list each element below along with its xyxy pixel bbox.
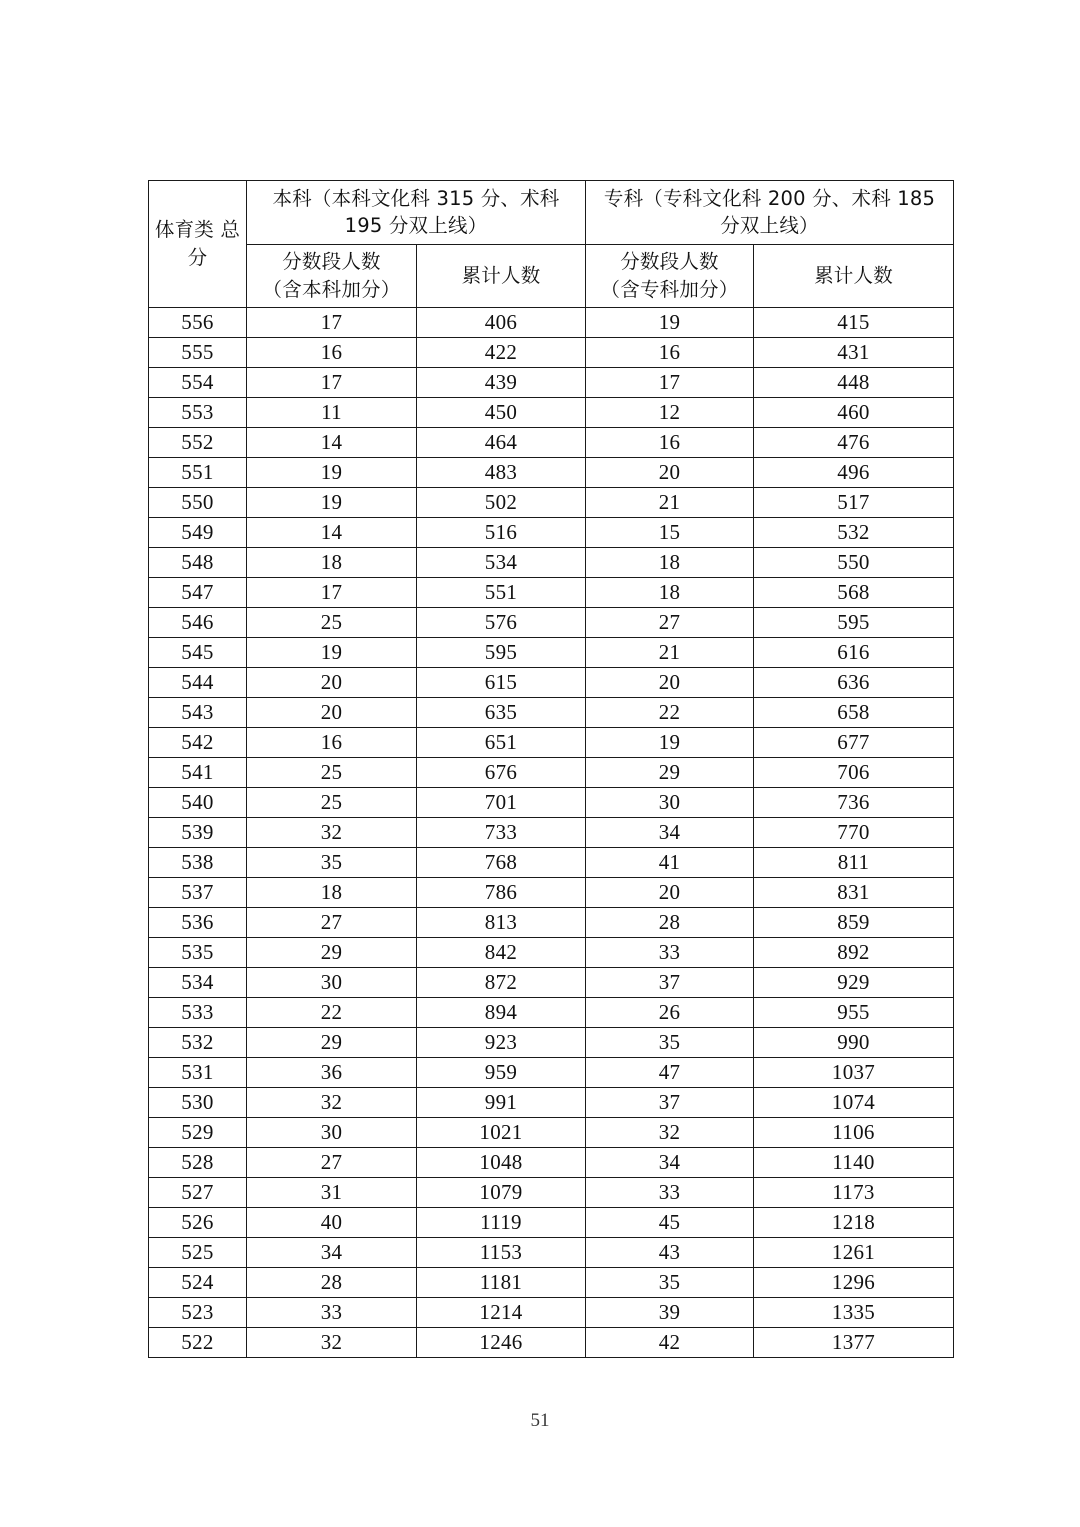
cell-zhuanke-cumulative-count: 892	[754, 938, 954, 968]
header-group-benke-line1: 本科（本科文化科 315 分、术科	[272, 186, 560, 210]
cell-total-score: 528	[149, 1148, 247, 1178]
cell-zhuanke-segment-count: 35	[586, 1028, 754, 1058]
cell-zhuanke-cumulative-count: 1335	[754, 1298, 954, 1328]
cell-total-score: 525	[149, 1238, 247, 1268]
cell-benke-cumulative-count: 923	[417, 1028, 586, 1058]
table-row	[149, 308, 954, 338]
table-row	[149, 1058, 954, 1088]
cell-zhuanke-segment-count: 18	[586, 548, 754, 578]
cell-zhuanke-cumulative-count: 990	[754, 1028, 954, 1058]
cell-zhuanke-segment-count: 22	[586, 698, 754, 728]
cell-benke-cumulative-count: 733	[417, 818, 586, 848]
cell-benke-segment-count: 34	[247, 1238, 417, 1268]
header-zhuanke-segment-count	[586, 244, 754, 308]
cell-zhuanke-cumulative-count: 636	[754, 668, 954, 698]
cell-benke-segment-count: 27	[247, 908, 417, 938]
cell-zhuanke-segment-count: 21	[586, 488, 754, 518]
cell-benke-cumulative-count: 813	[417, 908, 586, 938]
cell-zhuanke-segment-count: 33	[586, 938, 754, 968]
cell-zhuanke-segment-count: 42	[586, 1328, 754, 1358]
cell-total-score: 530	[149, 1088, 247, 1118]
cell-total-score: 534	[149, 968, 247, 998]
cell-benke-segment-count: 32	[247, 1088, 417, 1118]
cell-zhuanke-segment-count: 12	[586, 398, 754, 428]
cell-zhuanke-segment-count: 34	[586, 818, 754, 848]
cell-zhuanke-segment-count: 35	[586, 1268, 754, 1298]
cell-zhuanke-segment-count: 26	[586, 998, 754, 1028]
cell-benke-segment-count: 20	[247, 698, 417, 728]
cell-zhuanke-segment-count: 41	[586, 848, 754, 878]
cell-benke-segment-count: 19	[247, 458, 417, 488]
cell-total-score: 550	[149, 488, 247, 518]
cell-zhuanke-segment-count: 20	[586, 878, 754, 908]
cell-benke-segment-count: 30	[247, 968, 417, 998]
cell-benke-segment-count: 18	[247, 548, 417, 578]
cell-benke-cumulative-count: 676	[417, 758, 586, 788]
cell-benke-segment-count: 32	[247, 1328, 417, 1358]
cell-zhuanke-segment-count: 37	[586, 968, 754, 998]
cell-total-score: 556	[149, 308, 247, 338]
cell-total-score: 547	[149, 578, 247, 608]
cell-benke-cumulative-count: 842	[417, 938, 586, 968]
page-number: 51	[530, 1410, 550, 1431]
cell-benke-segment-count: 16	[247, 728, 417, 758]
table-body	[149, 308, 954, 1358]
header-benke-cumulative-count	[417, 244, 586, 308]
cell-total-score: 543	[149, 698, 247, 728]
cell-zhuanke-cumulative-count: 517	[754, 488, 954, 518]
cell-total-score: 551	[149, 458, 247, 488]
cell-benke-cumulative-count: 422	[417, 338, 586, 368]
header-group-benke-line2: 195 分双上线）	[344, 214, 488, 238]
cell-zhuanke-cumulative-count: 496	[754, 458, 954, 488]
cell-benke-cumulative-count: 1246	[417, 1328, 586, 1358]
cell-benke-segment-count: 14	[247, 518, 417, 548]
score-distribution-table-container	[148, 180, 953, 1358]
cell-benke-segment-count: 33	[247, 1298, 417, 1328]
header-zhuanke-segment-count-line2: （含专科加分）	[600, 277, 739, 301]
cell-zhuanke-segment-count: 37	[586, 1088, 754, 1118]
cell-benke-cumulative-count: 651	[417, 728, 586, 758]
score-distribution-table	[148, 180, 954, 1358]
header-zhuanke-cumulative-count-line1: 累计人数	[814, 263, 893, 287]
cell-benke-segment-count: 31	[247, 1178, 417, 1208]
cell-zhuanke-segment-count: 16	[586, 428, 754, 458]
cell-zhuanke-segment-count: 19	[586, 728, 754, 758]
cell-benke-segment-count: 14	[247, 428, 417, 458]
cell-benke-cumulative-count: 1214	[417, 1298, 586, 1328]
cell-total-score: 537	[149, 878, 247, 908]
table-row	[149, 1148, 954, 1178]
table-row	[149, 608, 954, 638]
cell-zhuanke-cumulative-count: 1218	[754, 1208, 954, 1238]
cell-benke-segment-count: 19	[247, 488, 417, 518]
cell-benke-cumulative-count: 576	[417, 608, 586, 638]
cell-benke-cumulative-count: 1153	[417, 1238, 586, 1268]
cell-total-score: 529	[149, 1118, 247, 1148]
cell-total-score: 553	[149, 398, 247, 428]
table-row	[149, 368, 954, 398]
header-row-sub	[149, 244, 954, 308]
cell-zhuanke-cumulative-count: 677	[754, 728, 954, 758]
cell-total-score: 527	[149, 1178, 247, 1208]
table-row	[149, 998, 954, 1028]
cell-benke-segment-count: 17	[247, 368, 417, 398]
header-benke-cumulative-count-line1: 累计人数	[461, 263, 541, 287]
cell-benke-cumulative-count: 551	[417, 578, 586, 608]
cell-total-score: 523	[149, 1298, 247, 1328]
cell-zhuanke-segment-count: 15	[586, 518, 754, 548]
cell-benke-segment-count: 17	[247, 308, 417, 338]
cell-zhuanke-cumulative-count: 568	[754, 578, 954, 608]
table-row	[149, 758, 954, 788]
cell-zhuanke-cumulative-count: 1261	[754, 1238, 954, 1268]
cell-total-score: 526	[149, 1208, 247, 1238]
cell-total-score: 539	[149, 818, 247, 848]
cell-zhuanke-cumulative-count: 658	[754, 698, 954, 728]
cell-zhuanke-cumulative-count: 859	[754, 908, 954, 938]
cell-benke-cumulative-count: 483	[417, 458, 586, 488]
header-row-group	[149, 181, 954, 245]
cell-total-score: 524	[149, 1268, 247, 1298]
table-row	[149, 698, 954, 728]
cell-zhuanke-segment-count: 18	[586, 578, 754, 608]
cell-benke-cumulative-count: 406	[417, 308, 586, 338]
table-row	[149, 398, 954, 428]
cell-total-score: 548	[149, 548, 247, 578]
cell-benke-cumulative-count: 1048	[417, 1148, 586, 1178]
cell-benke-cumulative-count: 450	[417, 398, 586, 428]
cell-zhuanke-segment-count: 32	[586, 1118, 754, 1148]
cell-benke-segment-count: 28	[247, 1268, 417, 1298]
cell-benke-cumulative-count: 635	[417, 698, 586, 728]
cell-benke-cumulative-count: 464	[417, 428, 586, 458]
cell-benke-segment-count: 17	[247, 578, 417, 608]
cell-total-score: 532	[149, 1028, 247, 1058]
cell-zhuanke-segment-count: 28	[586, 908, 754, 938]
cell-total-score: 545	[149, 638, 247, 668]
cell-benke-cumulative-count: 701	[417, 788, 586, 818]
table-row	[149, 1328, 954, 1358]
cell-total-score: 536	[149, 908, 247, 938]
cell-zhuanke-cumulative-count: 448	[754, 368, 954, 398]
header-benke-segment-count	[247, 244, 417, 308]
cell-zhuanke-segment-count: 33	[586, 1178, 754, 1208]
cell-zhuanke-cumulative-count: 831	[754, 878, 954, 908]
cell-benke-cumulative-count: 615	[417, 668, 586, 698]
cell-zhuanke-cumulative-count: 595	[754, 608, 954, 638]
table-row	[149, 788, 954, 818]
cell-zhuanke-segment-count: 16	[586, 338, 754, 368]
cell-zhuanke-segment-count: 19	[586, 308, 754, 338]
cell-zhuanke-cumulative-count: 770	[754, 818, 954, 848]
table-row	[149, 518, 954, 548]
cell-zhuanke-segment-count: 30	[586, 788, 754, 818]
table-row	[149, 1298, 954, 1328]
cell-zhuanke-cumulative-count: 929	[754, 968, 954, 998]
cell-total-score: 544	[149, 668, 247, 698]
cell-benke-segment-count: 25	[247, 788, 417, 818]
header-benke-segment-count-line2: （含本科加分）	[262, 277, 401, 301]
cell-benke-segment-count: 18	[247, 878, 417, 908]
cell-zhuanke-segment-count: 47	[586, 1058, 754, 1088]
table-row	[149, 338, 954, 368]
header-total-score-line1: 体育类	[154, 217, 214, 241]
cell-zhuanke-cumulative-count: 955	[754, 998, 954, 1028]
table-row	[149, 728, 954, 758]
cell-benke-segment-count: 32	[247, 818, 417, 848]
table-row	[149, 1268, 954, 1298]
cell-benke-segment-count: 29	[247, 938, 417, 968]
header-group-benke	[247, 181, 586, 245]
cell-total-score: 554	[149, 368, 247, 398]
cell-zhuanke-cumulative-count: 1037	[754, 1058, 954, 1088]
cell-benke-cumulative-count: 959	[417, 1058, 586, 1088]
cell-benke-segment-count: 16	[247, 338, 417, 368]
cell-benke-segment-count: 11	[247, 398, 417, 428]
cell-benke-cumulative-count: 872	[417, 968, 586, 998]
cell-zhuanke-cumulative-count: 1074	[754, 1088, 954, 1118]
cell-zhuanke-cumulative-count: 1140	[754, 1148, 954, 1178]
cell-benke-cumulative-count: 768	[417, 848, 586, 878]
cell-benke-cumulative-count: 991	[417, 1088, 586, 1118]
header-group-zhuanke-line2: 分双上线）	[720, 214, 819, 238]
table-row	[149, 968, 954, 998]
cell-zhuanke-cumulative-count: 460	[754, 398, 954, 428]
cell-zhuanke-segment-count: 45	[586, 1208, 754, 1238]
cell-zhuanke-cumulative-count: 532	[754, 518, 954, 548]
cell-zhuanke-segment-count: 43	[586, 1238, 754, 1268]
cell-total-score: 540	[149, 788, 247, 818]
cell-zhuanke-cumulative-count: 706	[754, 758, 954, 788]
cell-zhuanke-segment-count: 39	[586, 1298, 754, 1328]
table-header	[149, 181, 954, 308]
table-row	[149, 848, 954, 878]
table-row	[149, 1118, 954, 1148]
cell-total-score: 535	[149, 938, 247, 968]
cell-zhuanke-cumulative-count: 1173	[754, 1178, 954, 1208]
cell-total-score: 555	[149, 338, 247, 368]
cell-zhuanke-cumulative-count: 1106	[754, 1118, 954, 1148]
table-row	[149, 1208, 954, 1238]
cell-zhuanke-segment-count: 20	[586, 458, 754, 488]
table-row	[149, 428, 954, 458]
cell-benke-segment-count: 30	[247, 1118, 417, 1148]
cell-benke-cumulative-count: 502	[417, 488, 586, 518]
cell-zhuanke-cumulative-count: 476	[754, 428, 954, 458]
table-row	[149, 938, 954, 968]
cell-zhuanke-cumulative-count: 1377	[754, 1328, 954, 1358]
cell-zhuanke-segment-count: 17	[586, 368, 754, 398]
cell-zhuanke-cumulative-count: 736	[754, 788, 954, 818]
cell-benke-cumulative-count: 1079	[417, 1178, 586, 1208]
cell-total-score: 533	[149, 998, 247, 1028]
cell-total-score: 538	[149, 848, 247, 878]
cell-benke-segment-count: 20	[247, 668, 417, 698]
cell-total-score: 542	[149, 728, 247, 758]
cell-total-score: 522	[149, 1328, 247, 1358]
header-group-zhuanke-line1: 专科（专科文化科 200 分、术科 185	[603, 186, 936, 210]
table-row	[149, 1088, 954, 1118]
cell-benke-cumulative-count: 534	[417, 548, 586, 578]
table-row	[149, 458, 954, 488]
cell-benke-cumulative-count: 1021	[417, 1118, 586, 1148]
header-zhuanke-segment-count-line1: 分数段人数	[620, 250, 719, 274]
cell-zhuanke-cumulative-count: 811	[754, 848, 954, 878]
table-row	[149, 818, 954, 848]
cell-zhuanke-cumulative-count: 550	[754, 548, 954, 578]
cell-benke-segment-count: 25	[247, 758, 417, 788]
table-row	[149, 1028, 954, 1058]
table-row	[149, 668, 954, 698]
table-row	[149, 1178, 954, 1208]
cell-benke-cumulative-count: 786	[417, 878, 586, 908]
cell-zhuanke-segment-count: 20	[586, 668, 754, 698]
cell-zhuanke-cumulative-count: 415	[754, 308, 954, 338]
cell-benke-segment-count: 27	[247, 1148, 417, 1178]
cell-benke-segment-count: 29	[247, 1028, 417, 1058]
table-row	[149, 548, 954, 578]
table-row	[149, 578, 954, 608]
cell-benke-cumulative-count: 1119	[417, 1208, 586, 1238]
cell-total-score: 541	[149, 758, 247, 788]
table-row	[149, 488, 954, 518]
cell-benke-segment-count: 22	[247, 998, 417, 1028]
cell-benke-cumulative-count: 439	[417, 368, 586, 398]
cell-benke-cumulative-count: 1181	[417, 1268, 586, 1298]
header-total-score-line2: 总分	[187, 217, 241, 269]
header-total-score	[149, 181, 247, 308]
cell-total-score: 531	[149, 1058, 247, 1088]
cell-total-score: 546	[149, 608, 247, 638]
table-row	[149, 878, 954, 908]
cell-benke-cumulative-count: 595	[417, 638, 586, 668]
table-row	[149, 638, 954, 668]
cell-zhuanke-segment-count: 29	[586, 758, 754, 788]
cell-zhuanke-segment-count: 27	[586, 608, 754, 638]
cell-benke-segment-count: 35	[247, 848, 417, 878]
cell-zhuanke-cumulative-count: 616	[754, 638, 954, 668]
cell-benke-cumulative-count: 516	[417, 518, 586, 548]
cell-benke-segment-count: 19	[247, 638, 417, 668]
cell-total-score: 552	[149, 428, 247, 458]
cell-benke-segment-count: 36	[247, 1058, 417, 1088]
cell-benke-segment-count: 25	[247, 608, 417, 638]
cell-benke-segment-count: 40	[247, 1208, 417, 1238]
header-zhuanke-cumulative-count	[754, 244, 954, 308]
header-benke-segment-count-line1: 分数段人数	[282, 250, 381, 274]
cell-zhuanke-segment-count: 21	[586, 638, 754, 668]
table-row	[149, 908, 954, 938]
cell-zhuanke-cumulative-count: 431	[754, 338, 954, 368]
header-group-zhuanke	[586, 181, 954, 245]
cell-zhuanke-cumulative-count: 1296	[754, 1268, 954, 1298]
cell-zhuanke-segment-count: 34	[586, 1148, 754, 1178]
table-row	[149, 1238, 954, 1268]
cell-total-score: 549	[149, 518, 247, 548]
cell-benke-cumulative-count: 894	[417, 998, 586, 1028]
